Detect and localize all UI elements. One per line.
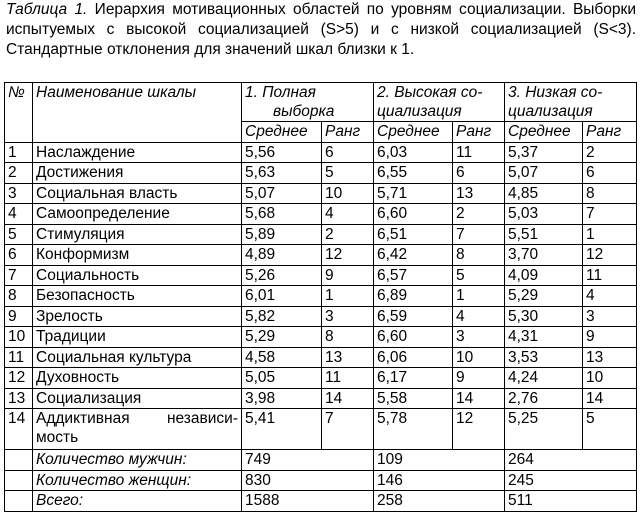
totals-value-3: 264 xyxy=(505,450,637,471)
row-mean-1: 4,89 xyxy=(242,245,322,266)
row-rank-1: 7 xyxy=(322,409,374,450)
row-name: Зрелость xyxy=(33,306,242,327)
row-mean-1: 5,05 xyxy=(242,368,322,389)
header-num: № xyxy=(5,83,33,143)
row-rank-3: 1 xyxy=(583,224,637,245)
totals-label: Количество мужчин: xyxy=(33,450,242,471)
totals-value-2: 109 xyxy=(374,450,505,471)
row-num: 10 xyxy=(5,327,33,348)
row-mean-2: 6,60 xyxy=(374,204,453,225)
header-mean-2: Среднее xyxy=(374,122,453,143)
totals-num-empty xyxy=(5,491,33,512)
row-num: 6 xyxy=(5,245,33,266)
table-row xyxy=(5,224,637,245)
row-rank-2: 6 xyxy=(453,163,505,184)
table-row xyxy=(5,142,637,163)
totals-value-1: 1588 xyxy=(242,491,374,512)
row-num: 5 xyxy=(5,224,33,245)
row-rank-2: 13 xyxy=(453,183,505,204)
row-num: 9 xyxy=(5,306,33,327)
row-num: 1 xyxy=(5,142,33,163)
header-group-1 xyxy=(242,83,374,122)
row-mean-1: 5,63 xyxy=(242,163,322,184)
row-mean-2: 6,17 xyxy=(374,368,453,389)
row-rank-2: 3 xyxy=(453,327,505,348)
row-mean-2: 5,58 xyxy=(374,388,453,409)
row-mean-1: 5,68 xyxy=(242,204,322,225)
table-row xyxy=(5,265,637,286)
header-group-3-line-1: 3. Низкая со- xyxy=(508,84,603,101)
totals-num-empty xyxy=(5,450,33,471)
totals-value-2: 146 xyxy=(374,470,505,491)
header-rank-2: Ранг xyxy=(453,122,505,143)
row-num: 2 xyxy=(5,163,33,184)
table-row-14 xyxy=(5,409,637,450)
header-mean-1: Среднее xyxy=(242,122,322,143)
row-rank-3: 8 xyxy=(583,183,637,204)
header-group-2 xyxy=(374,83,505,122)
totals-row xyxy=(5,450,637,471)
row-name: Духовность xyxy=(33,368,242,389)
table-row xyxy=(5,306,637,327)
totals-row xyxy=(5,470,637,491)
row-num: 3 xyxy=(5,183,33,204)
header-group-2-line-1: 2. Высокая со- xyxy=(377,84,483,101)
row-mean-2: 6,59 xyxy=(374,306,453,327)
row-mean-1: 5,29 xyxy=(242,327,322,348)
row-rank-3: 14 xyxy=(583,388,637,409)
row-mean-3: 4,31 xyxy=(505,327,583,348)
row-mean-3: 5,29 xyxy=(505,286,583,307)
row-name: Традиции xyxy=(33,327,242,348)
row-name: Конформизм xyxy=(33,245,242,266)
row-mean-3: 5,03 xyxy=(505,204,583,225)
data-table xyxy=(4,82,637,512)
row-rank-2: 2 xyxy=(453,204,505,225)
row-name: Социальная власть xyxy=(33,183,242,204)
row-mean-3: 3,53 xyxy=(505,347,583,368)
row-rank-1: 8 xyxy=(322,327,374,348)
row-name: Социальность xyxy=(33,265,242,286)
row-rank-1: 4 xyxy=(322,204,374,225)
row-rank-2: 10 xyxy=(453,347,505,368)
row-mean-1: 3,98 xyxy=(242,388,322,409)
row-rank-2: 7 xyxy=(453,224,505,245)
row-rank-2: 9 xyxy=(453,368,505,389)
row-mean-2: 6,89 xyxy=(374,286,453,307)
row-name: Социализация xyxy=(33,388,242,409)
row-mean-2: 6,42 xyxy=(374,245,453,266)
row-name-line-2: мость xyxy=(36,429,79,446)
row-mean-1: 5,07 xyxy=(242,183,322,204)
row-mean-3: 4,85 xyxy=(505,183,583,204)
totals-num-empty xyxy=(5,470,33,491)
header-group-3-line-2: циализация xyxy=(508,103,593,120)
row-name: Достижения xyxy=(33,163,242,184)
row-mean-1: 5,26 xyxy=(242,265,322,286)
row-name xyxy=(33,409,242,450)
row-rank-3: 12 xyxy=(583,245,637,266)
row-mean-3: 2,76 xyxy=(505,388,583,409)
row-rank-1: 3 xyxy=(322,306,374,327)
totals-value-1: 749 xyxy=(242,450,374,471)
totals-row xyxy=(5,491,637,512)
header-rank-3: Ранг xyxy=(583,122,637,143)
row-rank-1: 13 xyxy=(322,347,374,368)
row-name: Стимуляция xyxy=(33,224,242,245)
header-rank-1: Ранг xyxy=(322,122,374,143)
row-num: 12 xyxy=(5,368,33,389)
row-rank-3: 5 xyxy=(583,409,637,450)
totals-value-2: 258 xyxy=(374,491,505,512)
table-row xyxy=(5,245,637,266)
totals-label: Количество женщин: xyxy=(33,470,242,491)
row-mean-2: 5,78 xyxy=(374,409,453,450)
row-mean-1: 5,56 xyxy=(242,142,322,163)
row-mean-3: 4,09 xyxy=(505,265,583,286)
header-group-1-line-2: выборка xyxy=(273,103,335,120)
row-mean-2: 5,71 xyxy=(374,183,453,204)
row-rank-1: 11 xyxy=(322,368,374,389)
row-mean-1: 5,41 xyxy=(242,409,322,450)
header-group-2-line-2: циализация xyxy=(377,103,462,120)
row-num: 14 xyxy=(5,409,33,450)
row-mean-1: 5,89 xyxy=(242,224,322,245)
row-mean-2: 6,03 xyxy=(374,142,453,163)
row-name: Социальная культура xyxy=(33,347,242,368)
row-num: 7 xyxy=(5,265,33,286)
row-rank-1: 1 xyxy=(322,286,374,307)
row-rank-3: 11 xyxy=(583,265,637,286)
row-rank-3: 9 xyxy=(583,327,637,348)
totals-label: Всего: xyxy=(33,491,242,512)
header-name: Наименование шкалы xyxy=(33,83,242,143)
table-row xyxy=(5,388,637,409)
totals-value-3: 511 xyxy=(505,491,637,512)
totals-value-1: 830 xyxy=(242,470,374,491)
row-mean-2: 6,51 xyxy=(374,224,453,245)
row-rank-2: 11 xyxy=(453,142,505,163)
table-caption xyxy=(6,0,636,60)
row-rank-2: 4 xyxy=(453,306,505,327)
header-group-1-line-1: 1. Полная xyxy=(245,84,316,101)
row-rank-3: 10 xyxy=(583,368,637,389)
row-mean-1: 6,01 xyxy=(242,286,322,307)
row-rank-1: 2 xyxy=(322,224,374,245)
table-row xyxy=(5,347,637,368)
caption-text: Иерархия мотивационных областей по уровням социализации. Выборки испытуемых с высокой социализацией (S>5) и с низкой социализацией (S<3). Стандартные отклонения для значений шкал близки к 1. xyxy=(6,1,636,58)
row-rank-1: 12 xyxy=(322,245,374,266)
totals-value-3: 245 xyxy=(505,470,637,491)
row-rank-3: 4 xyxy=(583,286,637,307)
row-mean-3: 4,24 xyxy=(505,368,583,389)
row-mean-3: 3,70 xyxy=(505,245,583,266)
row-rank-3: 6 xyxy=(583,163,637,184)
row-mean-1: 5,82 xyxy=(242,306,322,327)
table-row xyxy=(5,286,637,307)
row-name-line-1: Аддиктивная независи- xyxy=(36,410,238,427)
header-group-3 xyxy=(505,83,637,122)
row-name: Наслаждение xyxy=(33,142,242,163)
row-rank-3: 13 xyxy=(583,347,637,368)
header-mean-3: Среднее xyxy=(505,122,583,143)
row-mean-2: 6,55 xyxy=(374,163,453,184)
row-mean-3: 5,07 xyxy=(505,163,583,184)
row-num: 8 xyxy=(5,286,33,307)
row-mean-2: 6,06 xyxy=(374,347,453,368)
row-name: Самоопределение xyxy=(33,204,242,225)
row-mean-3: 5,30 xyxy=(505,306,583,327)
caption-label: Таблица 1. xyxy=(6,1,88,18)
row-name: Безопасность xyxy=(33,286,242,307)
header-row xyxy=(5,83,637,122)
row-rank-1: 6 xyxy=(322,142,374,163)
row-rank-2: 12 xyxy=(453,409,505,450)
table-row xyxy=(5,163,637,184)
row-num: 13 xyxy=(5,388,33,409)
row-rank-2: 8 xyxy=(453,245,505,266)
row-num: 4 xyxy=(5,204,33,225)
row-rank-2: 14 xyxy=(453,388,505,409)
row-num: 11 xyxy=(5,347,33,368)
table-row xyxy=(5,204,637,225)
row-rank-3: 7 xyxy=(583,204,637,225)
row-mean-3: 5,25 xyxy=(505,409,583,450)
row-rank-1: 9 xyxy=(322,265,374,286)
row-rank-3: 2 xyxy=(583,142,637,163)
table-row xyxy=(5,327,637,348)
row-mean-2: 6,57 xyxy=(374,265,453,286)
row-rank-1: 5 xyxy=(322,163,374,184)
row-mean-3: 5,37 xyxy=(505,142,583,163)
row-rank-3: 3 xyxy=(583,306,637,327)
row-rank-2: 1 xyxy=(453,286,505,307)
table-row xyxy=(5,183,637,204)
table-row xyxy=(5,368,637,389)
row-rank-2: 5 xyxy=(453,265,505,286)
row-mean-3: 5,51 xyxy=(505,224,583,245)
row-rank-1: 14 xyxy=(322,388,374,409)
row-mean-1: 4,58 xyxy=(242,347,322,368)
row-mean-2: 6,60 xyxy=(374,327,453,348)
row-rank-1: 10 xyxy=(322,183,374,204)
